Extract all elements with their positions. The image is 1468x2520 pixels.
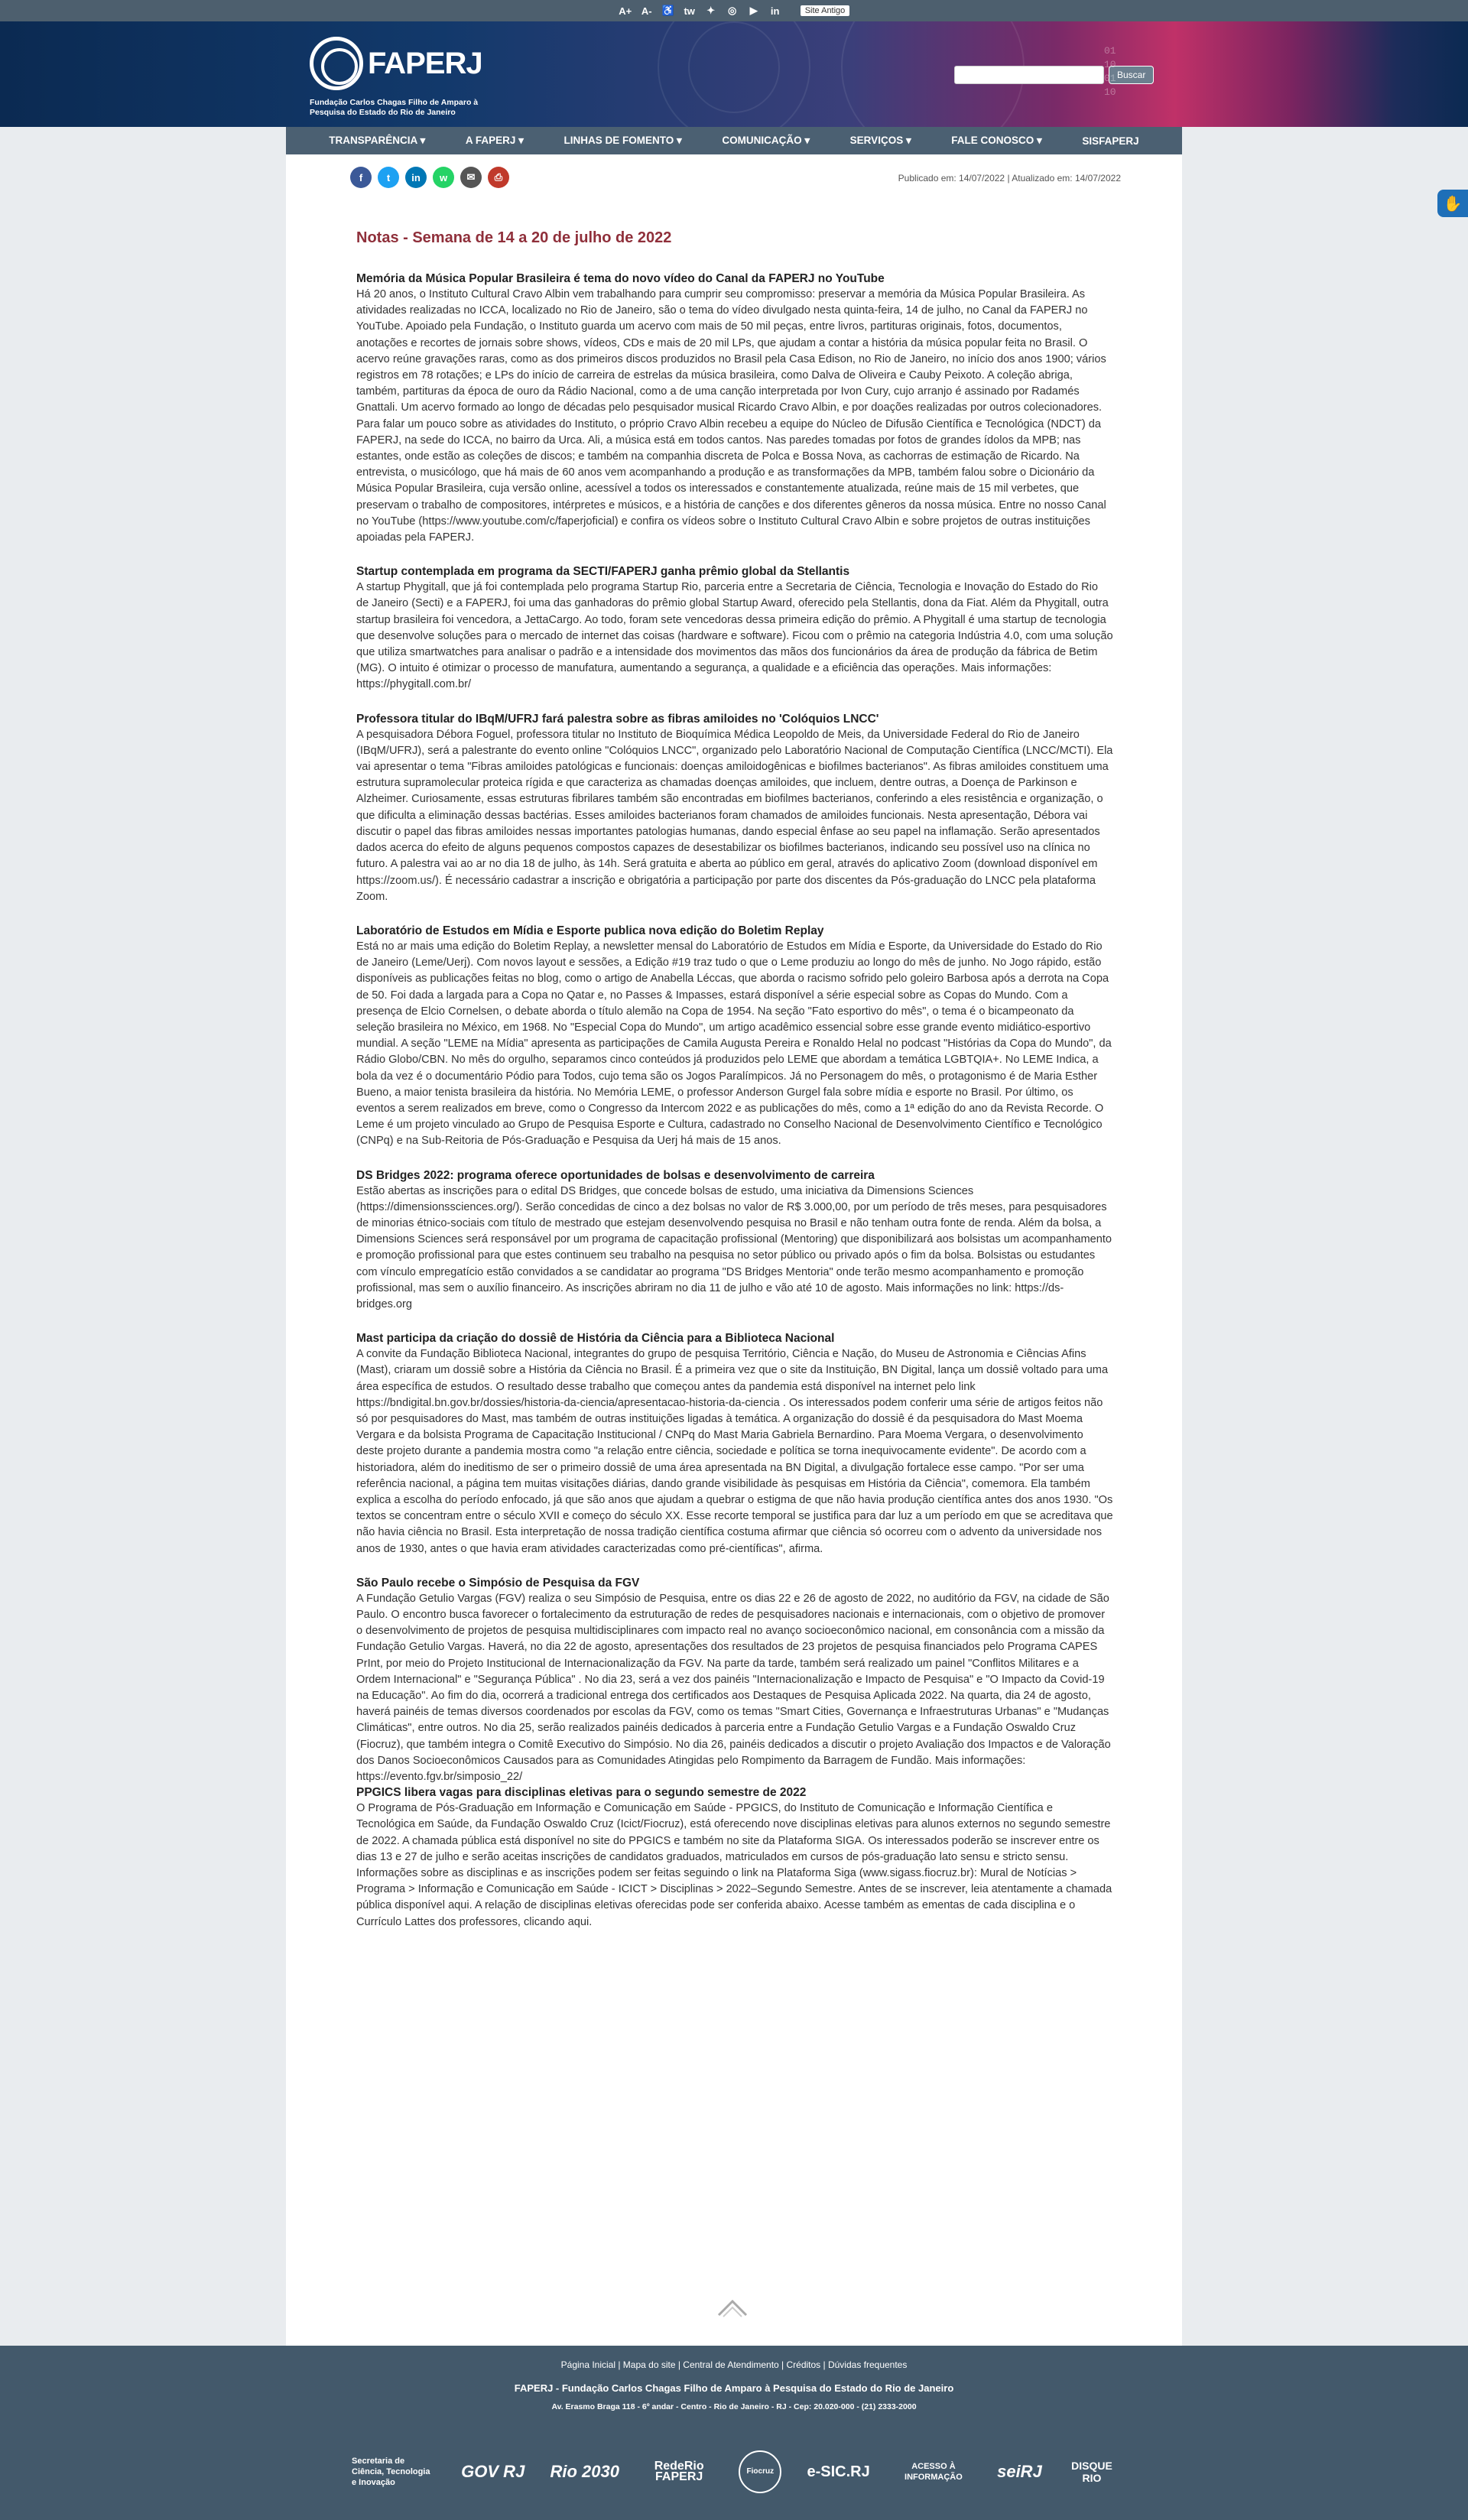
news-item [356,924,1113,1150]
fiocruz-logo[interactable]: Fiocruz [739,2450,781,2493]
acesso-informacao-logo[interactable]: ACESSO À INFORMAÇÃO [905,2462,963,2482]
footer-address: Av. Erasmo Braga 118 - 6º andar - Centro - Rio de Janeiro - RJ - Cep: 20.020-000 - (21) 2333-2000 [551,2402,917,2411]
nav-linhas-de-fomento[interactable]: LINHAS DE FOMENTO ▾ [563,135,682,146]
nav-sisfaperj[interactable]: SISFAPERJ [1082,135,1139,147]
news-item [356,1168,1113,1314]
site-footer [0,2346,1468,2520]
share-facebook-icon[interactable]: f [350,167,372,188]
old-site-link[interactable]: Site Antigo [801,5,850,16]
secti-logo[interactable]: Secretaria de Ciência, Tecnologia e Inovação [352,2457,430,2487]
font-decrease-icon[interactable]: A- [641,5,652,17]
article-content [356,229,1113,1949]
decor-circle [688,21,780,113]
publish-date: Publicado em: 14/07/2022 | Atualizado em: 14/07/2022 [898,173,1121,183]
news-heading: Laboratório de Estudos em Mídia e Esporte publica nova edição do Boletim Replay [356,924,824,937]
share-bar [350,167,509,188]
news-item [356,712,1113,905]
news-item [356,1331,1113,1557]
share-twitter-icon[interactable]: t [378,167,399,188]
news-heading: DS Bridges 2022: programa oferece oportunidades de bolsas e desenvolvimento de carreira [356,1168,875,1182]
search-box [954,66,1154,84]
news-heading: São Paulo recebe o Simpósio de Pesquisa da FGV [356,1576,640,1590]
linkedin-icon[interactable]: in [770,5,780,17]
news-heading: PPGICS libera vagas para disciplinas eletivas para o segundo semestre de 2022 [356,1786,807,1800]
news-item [356,564,1113,693]
back-to-top-icon[interactable] [716,2295,749,2318]
news-heading: Professora titular do IBqM/UFRJ fará palestra sobre as fibras amiloides no 'Colóquios LNCC' [356,712,879,726]
news-body: A startup Phygitall, que já foi contemplada pelo programa Startup Rio, parceria entre a Secretaria de Ciência, Tecnologia e Inovação do Estado do Rio de Janeiro (Secti) e a FAPERJ, foi uma das ganhadoras do prêmio global Startup Award, oferecido pela Stellantis, dona da Fiat. Além da Phygitall, outra startup brasileira foi vencedora, a JettaCargo. Ao todo, foram sete vencedoras dessa primeira edição do prêmio. A Phygitall é uma startup de tecnologia que desenvolve soluções para o mercado de internet das coisas (hardware e software). Ficou com o prêmio na categoria Indústria 4.0, com uma solução que utiliza smartwatches para analisar o padrão e a intensidade dos movimentos das mãos dos funcionários da área de produção da fábrica de Betim (MG). O intuito é otimizar o processo de manufatura, aumentando a segurança, a qualidade e a eficiência das operações. Mais informações: https://phygitall.com.br/ [356,581,1113,691]
accessibility-widget-button[interactable]: ✋ [1437,190,1468,217]
nav-a-faperj[interactable]: A FAPERJ ▾ [465,135,524,146]
disque-rio-logo[interactable]: DISQUE RIO [1071,2460,1112,2484]
search-button[interactable]: Buscar [1109,66,1154,84]
news-body: Estão abertas as inscrições para o edital DS Bridges, que concede bolsas de estudo, uma iniciativa da Dimensions Sciences (https://dimensionssciences.org/). Serão concedidas de cinco a dez bolsas no valor de R$ 3.000,00, por um período de três meses, para pesquisadores de minorias étnico-sociais com título de mestrado que estejam desenvolvendo pesquisa no Brasil e não tenham outra fonte de renda. Além da bolsa, a Dimensions Sciences será responsável por um programa de capacitação profissional (Mentoring) que disponibilizará aos bolsistas um acompanhamento e promoção profissional para que estes continuem seu trabalho na pesquisa no setor público ou privado após o fim da bolsa. Bolsistas ou estudantes com vínculo empregatício estão convidados a se candidatar ao programa "DS Bridges Mentoria" onde terão mesmo acompanhamento e promoção profissional, mas sem o auxílio financeiro. As inscrições abriram no dia 11 de julho e vão até 10 de agosto. Mais informações no link: https://ds-bridges.org [356,1184,1112,1310]
main-nav [286,127,1182,154]
page-title: Notas - Semana de 14 a 20 de julho de 2022 [356,229,672,246]
share-email-icon[interactable]: ✉ [460,167,482,188]
news-heading: Memória da Música Popular Brasileira é tema do novo vídeo do Canal da FAPERJ no YouTube [356,272,885,285]
faperj-logo[interactable] [310,37,482,117]
nav-servicos[interactable]: SERVIÇOS ▾ [849,135,911,146]
accessibility-icon[interactable]: ♿ [661,5,674,16]
news-body: O Programa de Pós-Graduação em Informação e Comunicação em Saúde - PPGICS, do Instituto de Comunicação e Informação Científica e Tecnológica em Saúde, da Fundação Oswaldo Cruz (Icict/Fiocruz), está oferecendo nove disciplinas eletivas para alunos externos no segundo semestre de 2022. A chamada pública está disponível no site do PPGICS e também no site da Plataforma SIGA. Os interessados poderão se inscrever entre os dias 13 e 27 de julho e serão aceitas inscrições de candidatos graduados, matriculados em cursos de pós-graduação lato sensu e stricto sensu. Informações sobre as disciplinas e as inscrições podem ser feitas seguindo o link na Plataforma Siga (www.sigass.fiocruz.br): Mural de Notícias > Programa > Informação e Comunicação em Saúde - ICICT > Disciplinas > 2022–Segundo Semestre. Antes de se inscrever, leia atentamente a chamada pública disponível aqui. A relação de disciplinas eletivas oferecidas pode ser conferida abaixo. Acesse também as ementas de cada disciplina e o Currículo Lattes dos professores, clicando aqui. [356,1802,1112,1928]
news-body: A Fundação Getulio Vargas (FGV) realiza o seu Simpósio de Pesquisa, entre os dias 22 e 26 de agosto de 2022, no auditório da FGV, na cidade de São Paulo. O encontro busca favorecer o fortalecimento da estruturação de redes de pesquisadores nacionais e internacionais, com o objetivo de promover o desenvolvimento de projetos de pesquisa multidisciplinares com impacto real no avanço socioeconômico nacional, em consonância com a missão da Fundação Getulio Vargas. Haverá, no dia 22 de agosto, apresentações dos resultados de 23 projetos de pesquisa financiados pelo Programa CAPES PrInt, por meio do Projeto Institucional de Internacionalização da FGV. Na parte da tarde, também será realizado um painel "Conflitos Militares e a Ordem Internacional" e "Segurança Pública" . No dia 23, será a vez dos painéis "Internacionalização e Impacto de Pesquisa" e "O Impacto da Covid-19 na Educação". Ao fim do dia, ocorrerá a tradicional entrega dos certificados aos Destaques de Pesquisa Aplicada 2022. Na quarta, dia 24 de agosto, haverá painéis de temas diversos coordenados por escolas da FGV, como os temas "Smart Cities, Governança e Infraestruturas Urbanas" e "Mudanças Climáticas", entre outros. No dia 25, serão realizados painéis dedicados à parceria entre a Fundação Getulio Vargas e a Fundação Oswaldo Cruz (Fiocruz), que também integra o Comitê Executivo do Simpósio. No dia 26, painéis dedicados a discutir o projeto Avaliação dos Impactos e de Valoração dos Danos Socioeconômicos Causados para as Comunidades Atingidas pelo Rompimento da Barragem de Fundão. Mais informações: https://evento.fgv.br/simposio_22/ [356,1592,1111,1784]
news-heading: Startup contemplada em programa da SECTI/FAPERJ ganha prêmio global da Stellantis [356,565,850,579]
news-heading: Mast participa da criação do dossiê de História da Ciência para a Biblioteca Nacional [356,1332,835,1346]
logo-name: FAPERJ [368,46,482,80]
news-item [356,1576,1113,1785]
logo-subtitle: Fundação Carlos Chagas Filho de Amparo à Pesquisa do Estado do Rio de Janeiro [310,98,479,117]
font-increase-icon[interactable]: A+ [619,5,632,17]
partner-logos [352,2445,1116,2499]
news-body: A convite da Fundação Biblioteca Nacional, integrantes do grupo de pesquisa Território, Ciência e Nação, do Museu de Astronomia e Ciências Afins (Mast), criaram um dossiê sobre a História da Ciência no Brasil. É a primeira vez que o site da Instituição, BN Digital, lança um dossiê voltado para uma área específica de estudos. O resultado desse trabalho que começou antes da pandemia está disponível na internet pelo link https://bndigital.bn.gov.br/dossies/historia-da-ciencia/apresentacao-historia-da-ciencia . Os interessados podem conferir uma série de artigos feitos não só por pesquisadores do Mast, mas também de outras instituições ligadas à temática. A organização do dossiê é da pesquisadora do Mast Moema Vergara e da bolsista Programa de Capacitação Institucional / CNPq do Mast Maria Gabriela Bernardino. Para Moema Vergara, o desenvolvimento deste projeto durante a pandemia mostra como "a relação entre ciência, sociedade e política se torna inequivocamente evidente". De acordo com a historiadora, além do ineditismo de ser o primeiro dossiê de uma área apresentada na BN Digital, a divulgação fortalece esse campo. "Por ser uma referência nacional, a página tem muitas visitações diárias, dando grande visibilidade às pesquisas em História da Ciência", comemora. Ela também explica a escolha do período enfocado, já que são anos que ajudam a quebrar o estigma de que não havia produção científica antes dos anos 1930. "Os textos se concentram entre o século XVII e começo do século XX. Esse recorte temporal se justifica para dar luz a um período em que se acreditava que não havia ciência no Brasil. Esta interpretação de nossa tradição científica costuma afirmar que ciência só ocorreu com o advento da universidade nos anos de 1930, antes o que havia eram atividades caracterizadas como pré-científicas", afirma. [356,1348,1113,1555]
esic-logo[interactable]: e-SIC.RJ [807,2463,870,2480]
footer-org-name: FAPERJ - Fundação Carlos Chagas Filho de Amparo à Pesquisa do Estado do Rio de Janeiro [514,2382,954,2394]
site-header [0,21,1468,127]
gov-rj-logo[interactable]: GOV RJ [461,2462,525,2481]
news-item [356,1785,1113,1931]
nav-comunicacao[interactable]: COMUNICAÇÃO ▾ [722,135,810,146]
footer-links[interactable]: Página Inicial | Mapa do site | Central de Atendimento | Créditos | Dúvidas frequentes [560,2359,908,2370]
print-icon[interactable]: ⎙ [488,167,509,188]
binary-decoration: 01100110 [1104,45,1116,98]
facebook-icon[interactable]: tw [684,5,695,17]
rederio-logo[interactable]: RedeRio FAPERJ [654,2460,704,2483]
nav-fale-conosco[interactable]: FALE CONOSCO ▾ [951,135,1042,146]
faperj-logo-mark [310,37,363,90]
news-body: A pesquisadora Débora Foguel, professora titular no Instituto de Bioquímica Médica Leopoldo de Meis, da Universidade Federal do Rio de Janeiro (IBqM/UFRJ), será a palestrante do evento online "Colóquios LNCC", organizado pelo Laboratório Nacional de Computação Científica (LNCC/MCTI). Ela vai apresentar o tema "Fibras amiloides patológicas e funcionais: doenças amiloidogênicas e biofilmes bacterianos". As fibras amiloides constituem uma estrutura supramolecular proteica rígida e que caracteriza as chamadas doenças amiloides, que incluem, dentre outras, a Doença de Parkinson e Alzheimer. Curiosamente, essas estruturas fibrilares também são encontradas em biofilmes bacterianos, conferindo a eles resistência e organização, o que dificulta a eliminação dessas bactérias. Esses amiloides bacterianos foram chamados de amiloides funcionais. Nesta apresentação, Débora vai discutir o papel das fibras amiloides nessas importantes patologias humanas, dando especial ênfase ao seu papel na inflamação. Serão apresentados dados acerca do efeito de alguns pequenos compostos capazes de desestabilizar os biofilmes bacterianos, indicando seu possível uso na clínica no futuro. A palestra vai ao ar no dia 18 de julho, às 14h. Será gratuita e aberta ao público em geral, através do aplicativo Zoom (download disponível em https://zoom.us/). É necessário cadastrar a inscrição e obrigatória a participação por parte dos discentes da Pós-graduação do LNCC pela plataforma Zoom. [356,728,1113,903]
twitter-icon[interactable]: ✦ [706,5,716,16]
news-item [356,271,1113,546]
share-whatsapp-icon[interactable]: w [433,167,454,188]
rio-2030-logo[interactable]: Rio 2030 [550,2462,619,2481]
page-body [286,154,1182,2346]
search-input[interactable] [954,66,1104,84]
nav-transparencia[interactable]: TRANSPARÊNCIA ▾ [329,135,426,146]
share-linkedin-icon[interactable]: in [405,167,427,188]
top-bar [0,0,1468,21]
seirj-logo[interactable]: seiRJ [997,2462,1042,2481]
instagram-icon[interactable]: ◎ [728,5,737,16]
news-body: Há 20 anos, o Instituto Cultural Cravo Albin vem trabalhando para cumprir seu compromisso: preservar a memória da Música Popular Brasileira. As atividades realizadas no ICCA, localizado no Rio de Janeiro, são o tema do vídeo divulgado nesta quinta-feira, 14 de julho, no Canal da FAPERJ no YouTube. Apoiado pela Fundação, o Instituto guarda um acervo com mais de 50 mil peças, entre livros, partituras originais, fotos, documentos, anotações e recortes de jornais sobre shows, vídeos, CDs e mais de 20 mil LPs, que ajudam a contar a história da música popular feita no Brasil. O acervo reúne gravações raras, como as dos primeiros discos produzidos no Brasil pela Casa Edison, no Rio de Janeiro, no início dos anos 1900; vários registros em 78 rotações; e LPs do início de carreira de estrelas da música brasileira, como Dalva de Oliveira e Cauby Peixoto. A coleção abriga, também, partituras da época de ouro da Rádio Nacional, como a de uma canção interpretada por Ivon Cury, cujo arranjo é assinado por Radamés Gnattali. Um acervo formado ao longo de décadas pelo pesquisador musical Ricardo Cravo Albin, e por doações realizadas por outros colecionadores. Para falar um pouco sobre as atividades do Instituto, o próprio Cravo Albin recebeu a equipe do Núcleo de Difusão Científica e Tecnológica (NDCT) da FAPERJ, na sede do ICCA, no bairro da Urca. Ali, a música está em todos cantos. Nas paredes tomadas por fotos de grandes ídolos da MPB; nas estantes, onde estão as coleções de discos; e também na companhia discreta de Polca e Bossa Nova, as cachorras de estimação de Ricardo. Na entrevista, o musicólogo, que há mais de 60 anos vem acompanhando a produção e as transformações da MPB, também falou sobre o Dicionário da Música Popular Brasileira, cuja versão online, acessível a todos os interessados e constantemente atualizada, reúne mais de 15 mil verbetes, que preservam o trabalho de compositores, intérpretes e músicos, e a história de canções e dos diferentes gêneros da nossa música. Entre no nosso Canal no YouTube (https://www.youtube.com/c/faperjoficial) e confira os vídeos sobre o Instituto Cultural Cravo Albin e sobre projetos de outras instituições apoiadas pela FAPERJ. [356,288,1106,544]
youtube-icon[interactable]: ▶ [749,5,758,16]
news-body: Está no ar mais uma edição do Boletim Replay, a newsletter mensal do Laboratório de Estudos em Mídia e Esporte, da Universidade do Estado do Rio de Janeiro (Leme/Uerj). Com novos layout e sessões, a Edição #19 traz tudo o que o Leme produziu ao longo do mês de junho. No Jogo rápido, estão disponíveis as publicações feitas no blog, como o artigo de Anabella Léccas, que aborda o racismo sofrido pelo goleiro Barbosa após a derrota na Copa de 50. Foi dada a largada para a Copa no Qatar e, no Passes & Impasses, estará disponível a série especial sobre as Copas do Mundo. Com a presença de Elcio Cornelsen, o debate aborda o título alemão na Copa de 1954. Na seção "Fato esportivo do mês", o tema é o bicampeonato da seleção brasileira no México, em 1968. No "Especial Copa do Mundo", um artigo acadêmico essencial sobre esse grande evento midiático-esportivo mundial. A seção "LEME na Mídia" apresenta as participações de Camila Augusta Pereira e Ronaldo Helal no podcast "Histórias da Copa do Mundo", da Rádio Globo/CBN. No mês do orgulho, separamos cinco conteúdos já produzidos pelo LEME que abordam a temática LGBTQIA+. No LEME Indica, a bola da vez é o documentário Pódio para Todos, cujo tema são os Jogos Paralímpicos. Já no Personagem do mês, o protagonismo é de Maria Esther Bueno, a maior tenista brasileira da história. No Memória LEME, o professor Anderson Gurgel fala sobre mídia e esporte no Brasil. Por último, os eventos a serem realizados em breve, como o Congresso da Intercom 2022 e as publicações do mês, como a 1ª edição do ano da Revista Recorde. O Leme é um projeto vinculado ao Grupo de Pesquisa Esporte e Cultura, cadastrado no Conselho Nacional de Desenvolvimento Científico e Tecnológico (CNPq) e na Sub-Reitoria de Pós-Graduação e Pesquisa da Uerj há mais de 15 anos. [356,940,1112,1148]
